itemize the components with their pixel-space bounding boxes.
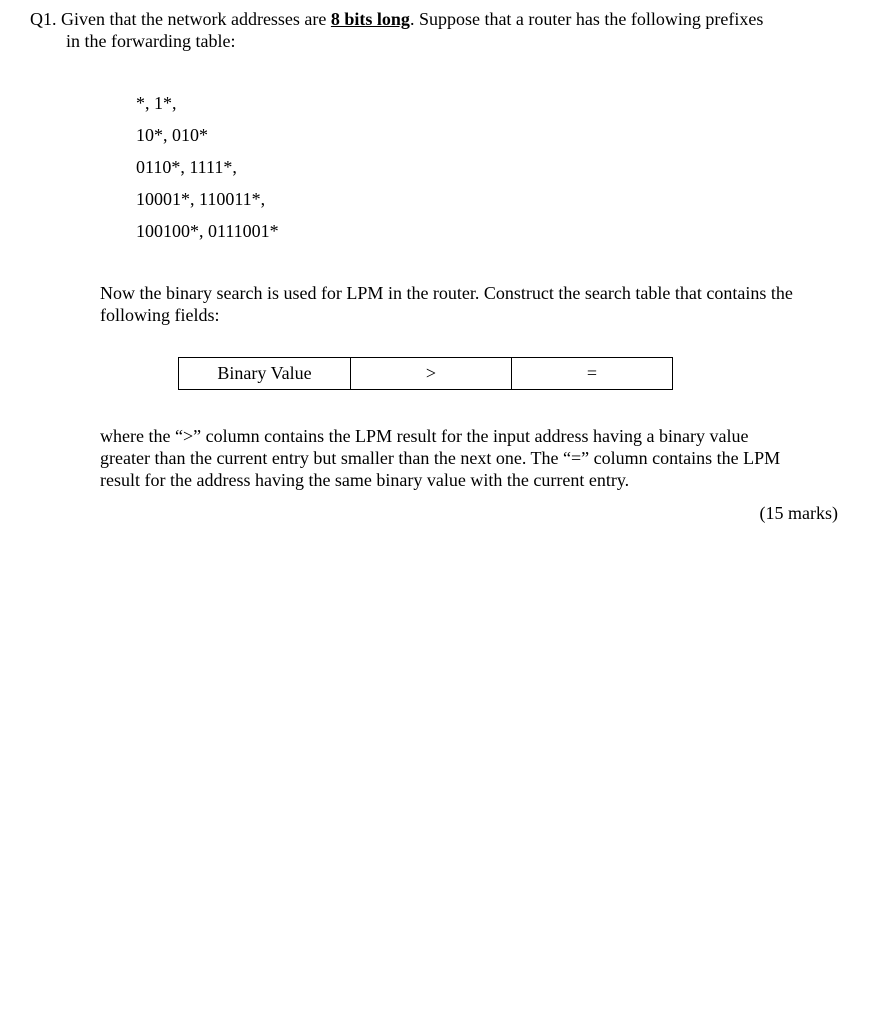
prefix-line: 0110*, 1111*, (136, 157, 237, 177)
instruction-line: Now the binary search is used for LPM in the router. Construct the search table that contains the (100, 283, 793, 303)
question-intro (30, 8, 850, 52)
question-intro-line2: in the forwarding table: (66, 31, 236, 51)
prefix-line: 10001*, 110011*, (136, 189, 266, 209)
question-intro-line1 (30, 8, 850, 30)
header-greater-than: > (351, 358, 512, 390)
question-number: Q1. (30, 9, 57, 29)
explanation-line: where the “>” column contains the LPM result for the input address having a binary value (100, 426, 749, 446)
address-length-emphasis: 8 bits long (330, 9, 410, 29)
instruction-paragraph (100, 282, 860, 326)
header-binary-value: Binary Value (179, 358, 351, 390)
header-equals: = (512, 358, 673, 390)
instruction-line: following fields: (100, 305, 220, 325)
prefix-line: 100100*, 0111001* (136, 221, 279, 241)
explanation-paragraph (100, 425, 860, 491)
prefix-list (136, 92, 279, 252)
question-intro-text: Given that the network addresses are (61, 9, 331, 29)
prefix-line: 10*, 010* (136, 125, 208, 145)
search-table-header-row (179, 358, 673, 390)
explanation-line: greater than the current entry but smaller than the next one. The “=” column contains the LPM (100, 448, 781, 468)
explanation-line: result for the address having the same binary value with the current entry. (100, 470, 630, 490)
marks-label: (15 marks) (759, 503, 838, 523)
question-intro-text-cont: . Suppose that a router has the following prefixes (409, 9, 764, 29)
prefix-line: *, 1*, (136, 93, 177, 113)
search-table (178, 357, 673, 390)
